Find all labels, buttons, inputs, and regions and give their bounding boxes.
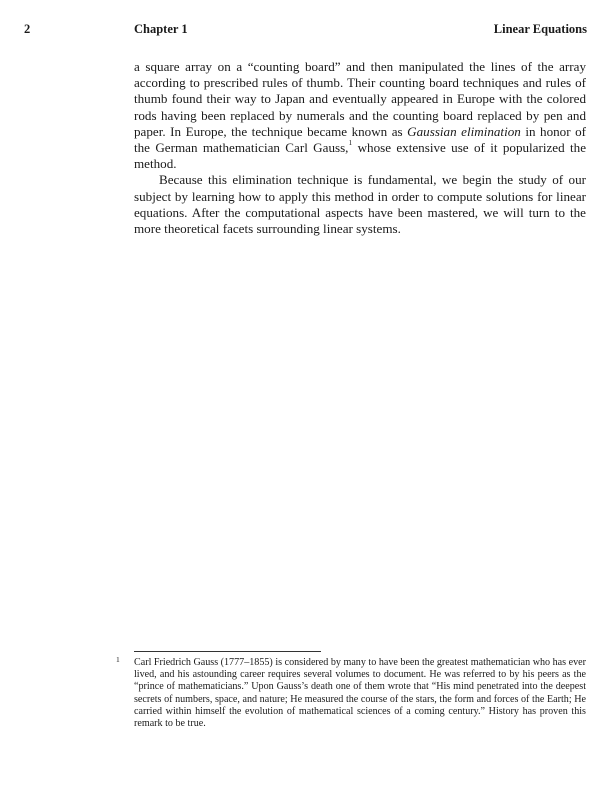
section-title: Linear Equations — [493, 22, 587, 36]
paragraph-1-emphasis: Gaussian elimination — [407, 123, 521, 139]
body-text — [134, 59, 586, 237]
chapter-label: Chapter 1 — [134, 22, 188, 36]
footnote — [116, 657, 586, 730]
paragraph-1-text-a: a square array on a “counting board” and then manipulated the lines of the array according to prescribed rules of thumb. Their counting board techniques and rules of thumb found their way to Japan and eventually appeared in Europe with the colored rods having been replaced by numerals and the counting board replaced by pen and paper. In Europe, the technique became known as — [134, 59, 586, 139]
page-number: 2 — [24, 22, 31, 36]
paragraph-1-text-b: in honor of the German mathematician Carl Gauss, — [134, 123, 586, 156]
footnote-text: Carl Friedrich Gauss (1777–1855) is considered by many to have been the greatest mathematician who has ever lived, and his astounding career requires several volumes to document. He was referred to by his peers as the “prince of mathematicians.” Upon Gauss’s death one of them wrote that “His mind penetrated into the deepest secrets of numbers, space, and nature; He measured the course of the stars, the form and forces of the Earth; He carried within himself the evolution of mathematical sciences of a coming century.” History has proven this remark to be true. — [134, 657, 586, 730]
footnote-reference[interactable]: 1 — [348, 138, 353, 148]
paragraph-1-text-c: whose extensive use of it popularized the method. — [134, 140, 587, 172]
footnote-label: 1 — [116, 655, 120, 664]
running-head — [24, 22, 587, 38]
paragraph-2: Because this elimination technique is fundamental, we begin the study of our subject by learning how to apply this method in order to compute solutions for linear equations. After the computational aspects have been mastered, we will turn to the more theoretical facets surrounding linear systems. — [134, 172, 586, 237]
footnote-rule — [134, 651, 321, 652]
paragraph-1 — [134, 59, 586, 172]
